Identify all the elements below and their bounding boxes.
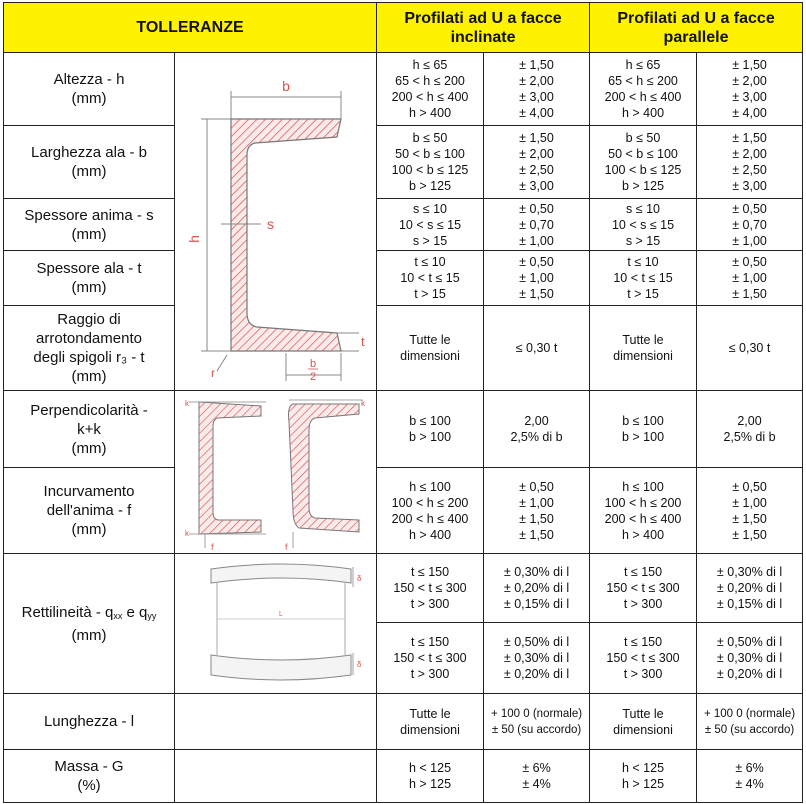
cond-inclined: b ≤ 100 b > 100 bbox=[377, 391, 484, 468]
cond-parallel: t ≤ 150 150 < t ≤ 300 t > 300 bbox=[590, 623, 697, 694]
param-incurvamento: Incurvamento dell'anima - f (mm) bbox=[4, 468, 175, 554]
straightness-drawing bbox=[181, 557, 371, 691]
channel-section-diagram bbox=[175, 53, 377, 391]
val-inclined: ± 0,30% di l ± 0,20% di l ± 0,15% di l bbox=[484, 554, 590, 623]
val-parallel: ± 0,50 ± 1,00 ± 1,50 bbox=[697, 251, 803, 306]
cond-parallel: s ≤ 10 10 < s ≤ 15 s > 15 bbox=[590, 199, 697, 251]
cond-inclined: b ≤ 50 50 < b ≤ 100 100 < b ≤ 125 b > 125 bbox=[377, 126, 484, 199]
val-inclined: ± 0,50 ± 0,70 ± 1,00 bbox=[484, 199, 590, 251]
cond-parallel: t ≤ 150 150 < t ≤ 300 t > 300 bbox=[590, 554, 697, 623]
cond-inclined: t ≤ 150 150 < t ≤ 300 t > 300 bbox=[377, 554, 484, 623]
svg-text:L: L bbox=[278, 610, 283, 618]
svg-text:k: k bbox=[360, 399, 365, 408]
val-inclined: + 100 0 (normale) ± 50 (su accordo) bbox=[484, 694, 590, 750]
svg-text:δ: δ bbox=[356, 573, 361, 583]
table-row bbox=[4, 750, 803, 803]
cond-inclined: Tutte le dimensioni bbox=[377, 306, 484, 391]
param-lunghezza: Lunghezza - l bbox=[4, 694, 175, 750]
cond-inclined: s ≤ 10 10 < s ≤ 15 s > 15 bbox=[377, 199, 484, 251]
cond-inclined: t ≤ 10 10 < t ≤ 15 t > 15 bbox=[377, 251, 484, 306]
table-row bbox=[4, 251, 803, 306]
svg-text:h: h bbox=[185, 235, 202, 243]
cond-inclined: t ≤ 150 150 < t ≤ 300 t > 300 bbox=[377, 623, 484, 694]
val-parallel: ± 1,50 ± 2,00 ± 3,00 ± 4,00 bbox=[697, 53, 803, 126]
svg-text:k: k bbox=[184, 529, 189, 538]
param-spessore-ala: Spessore ala - t (mm) bbox=[4, 251, 175, 306]
svg-text:k: k bbox=[184, 399, 189, 408]
val-parallel: ± 0,50 ± 1,00 ± 1,50 ± 1,50 bbox=[697, 468, 803, 554]
table-row bbox=[4, 468, 803, 554]
val-parallel: ± 6% ± 4% bbox=[697, 750, 803, 803]
empty-diagram-cell bbox=[175, 750, 377, 803]
channel-section-drawing bbox=[181, 59, 371, 384]
cond-parallel: h ≤ 65 65 < h ≤ 200 200 < h ≤ 400 h > 400 bbox=[590, 53, 697, 126]
cond-parallel: Tutte le dimensioni bbox=[590, 694, 697, 750]
val-inclined: ± 1,50 ± 2,00 ± 3,00 ± 4,00 bbox=[484, 53, 590, 126]
param-spessore-anima: Spessore anima - s (mm) bbox=[4, 199, 175, 251]
val-inclined: ± 0,50% di l ± 0,30% di l ± 0,20% di l bbox=[484, 623, 590, 694]
svg-text:s: s bbox=[266, 216, 274, 232]
table-row bbox=[4, 126, 803, 199]
cond-parallel: b ≤ 100 b > 100 bbox=[590, 391, 697, 468]
cond-inclined: h ≤ 65 65 < h ≤ 200 200 < h ≤ 400 h > 400 bbox=[377, 53, 484, 126]
svg-text:r: r bbox=[210, 366, 215, 380]
empty-diagram-cell bbox=[175, 694, 377, 750]
header-inclined: Profilati ad U a facce inclinate bbox=[377, 3, 590, 53]
header-parallel: Profilati ad U a facce parallele bbox=[590, 3, 803, 53]
param-raggio: Raggio di arrotondamento degli spigoli r₃ - t (mm) bbox=[4, 306, 175, 391]
param-perpendicolarita: Perpendicolarità - k+k (mm) bbox=[4, 391, 175, 468]
svg-text:b: b bbox=[309, 358, 316, 370]
straightness-diagram bbox=[175, 554, 377, 694]
val-inclined: ± 0,50 ± 1,00 ± 1,50 bbox=[484, 251, 590, 306]
squareness-drawing bbox=[181, 392, 371, 552]
val-parallel: ± 0,50 ± 0,70 ± 1,00 bbox=[697, 199, 803, 251]
param-massa: Massa - G (%) bbox=[4, 750, 175, 803]
table-row bbox=[4, 306, 803, 391]
svg-text:δ: δ bbox=[356, 659, 361, 669]
squareness-diagram bbox=[175, 391, 377, 554]
table-row bbox=[4, 391, 803, 468]
val-inclined: ≤ 0,30 t bbox=[484, 306, 590, 391]
svg-text:2: 2 bbox=[309, 371, 316, 383]
val-parallel: ± 0,30% di l ± 0,20% di l ± 0,15% di l bbox=[697, 554, 803, 623]
val-parallel: 2,00 2,5% di b bbox=[697, 391, 803, 468]
param-rettilineita: Rettilineità - $q_{xx}$ e $q_{yy}$ (mm) bbox=[4, 554, 175, 694]
val-parallel: ≤ 0,30 t bbox=[697, 306, 803, 391]
param-larghezza: Larghezza ala - b (mm) bbox=[4, 126, 175, 199]
header-title: TOLLERANZE bbox=[4, 3, 377, 53]
svg-text:f: f bbox=[284, 542, 288, 552]
val-parallel: + 100 0 (normale) ± 50 (su accordo) bbox=[697, 694, 803, 750]
cond-parallel: t ≤ 10 10 < t ≤ 15 t > 15 bbox=[590, 251, 697, 306]
tolerance-table bbox=[3, 2, 803, 803]
cond-parallel: Tutte le dimensioni bbox=[590, 306, 697, 391]
val-parallel: ± 0,50% di l ± 0,30% di l ± 0,20% di l bbox=[697, 623, 803, 694]
cond-parallel: h ≤ 100 100 < h ≤ 200 200 < h ≤ 400 h > 400 bbox=[590, 468, 697, 554]
val-inclined: ± 6% ± 4% bbox=[484, 750, 590, 803]
svg-text:f: f bbox=[210, 542, 214, 552]
cond-inclined: Tutte le dimensioni bbox=[377, 694, 484, 750]
cond-parallel: b ≤ 50 50 < b ≤ 100 100 < b ≤ 125 b > 125 bbox=[590, 126, 697, 199]
cond-inclined: h < 125 h > 125 bbox=[377, 750, 484, 803]
table-row bbox=[4, 53, 803, 126]
table-row bbox=[4, 694, 803, 750]
svg-text:t: t bbox=[360, 334, 365, 349]
table-row bbox=[4, 199, 803, 251]
table-row bbox=[4, 554, 803, 623]
cond-parallel: h < 125 h > 125 bbox=[590, 750, 697, 803]
val-inclined: ± 1,50 ± 2,00 ± 2,50 ± 3,00 bbox=[484, 126, 590, 199]
svg-text:b: b bbox=[281, 78, 290, 94]
val-inclined: 2,00 2,5% di b bbox=[484, 391, 590, 468]
val-inclined: ± 0,50 ± 1,00 ± 1,50 ± 1,50 bbox=[484, 468, 590, 554]
val-parallel: ± 1,50 ± 2,00 ± 2,50 ± 3,00 bbox=[697, 126, 803, 199]
cond-inclined: h ≤ 100 100 < h ≤ 200 200 < h ≤ 400 h > 400 bbox=[377, 468, 484, 554]
header-row bbox=[4, 3, 803, 53]
param-altezza: Altezza - h (mm) bbox=[4, 53, 175, 126]
